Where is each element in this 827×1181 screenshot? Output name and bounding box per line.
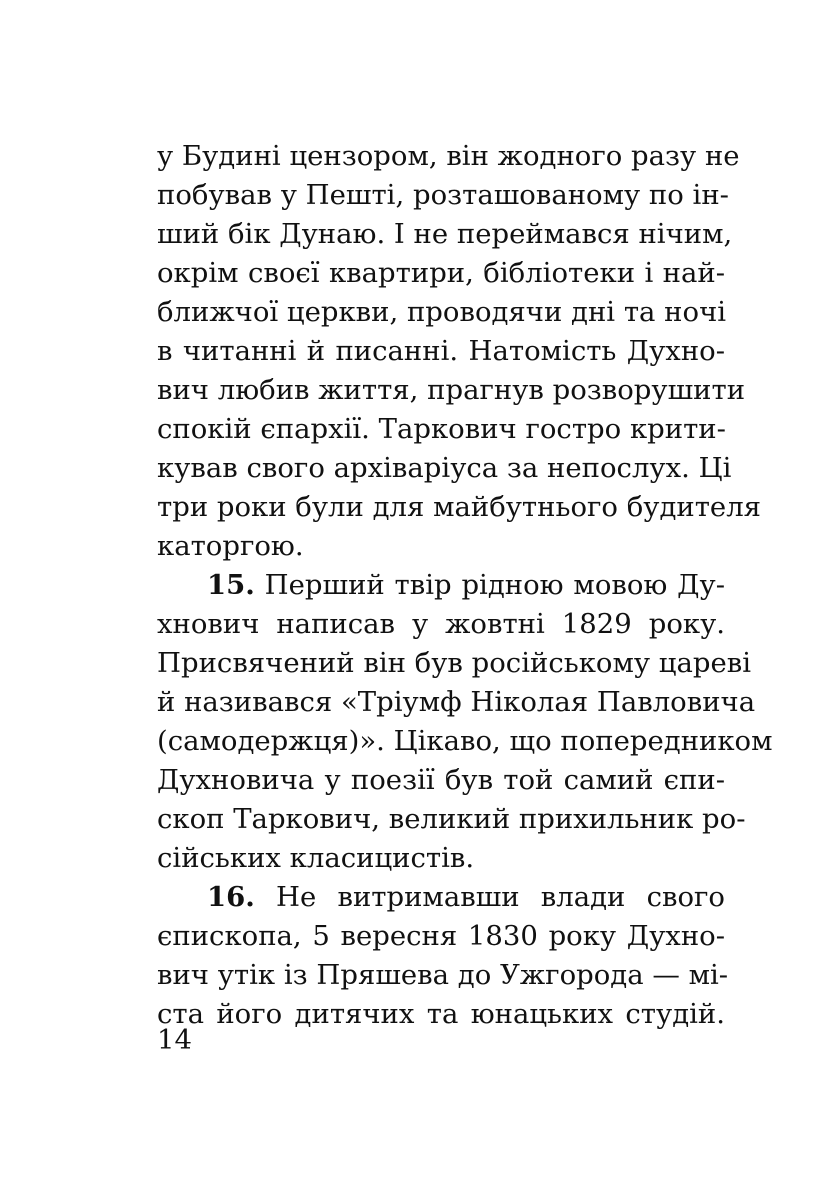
text-line: ший бік Дунаю. І не переймався нічим, [157,218,733,250]
text-line: скоп Таркович, великий прихильник ро- [157,803,746,835]
text-line: у Будині цензором, він жодного разу не [157,140,740,172]
text-line: Присвячений він був російському цареві [157,647,751,679]
text-line: окрім своєї квартири, бібліотеки і най- [157,257,725,289]
text-line: (самодержця)». Цікаво, що попередником [157,725,773,757]
body-text [157,137,773,1034]
text-line: Перший твір рідною мовою Ду- [264,569,725,601]
text-line: три роки були для майбутнього будителя [157,491,762,523]
text-line: хнович написав у жовтні 1829 року. [157,608,725,640]
text-line: вич утік із Пряшева до Ужгорода — мі- [157,959,729,991]
text-line: сійських класицистів. [157,842,475,874]
section-first-line [157,566,725,605]
section-16 [157,878,729,1034]
text-line: спокій єпархії. Таркович гостро крити- [157,413,726,445]
text-line: ста його дитячих та юнацьких студій. [157,998,725,1030]
text-line: й називався «Тріумф Ніколая Павловича [157,686,756,718]
text-line: побував у Пешті, розташованому по ін- [157,179,729,211]
text-line: вич любив життя, прагнув розворушити [157,374,746,406]
text-line: кував свого архіваріуса за непослух. Ці [157,452,732,484]
page-number: 14 [157,1024,192,1056]
section-15 [157,566,773,878]
text-line: ближчої церкви, проводячи дні та ночі [157,296,727,328]
text-line: каторгою. [157,530,304,562]
text-line: Духновича у поезії був той самий єпи- [157,764,725,796]
paragraph-continued [157,137,762,566]
text-line: в читанні й писанні. Натомість Духно- [157,335,725,367]
text-line: єпископа, 5 вересня 1830 року Духно- [157,920,725,952]
text-line: Не витримавши влади свого [276,881,725,913]
section-number: 15. [207,569,255,601]
section-first-line [157,878,725,917]
section-number: 16. [207,881,255,913]
